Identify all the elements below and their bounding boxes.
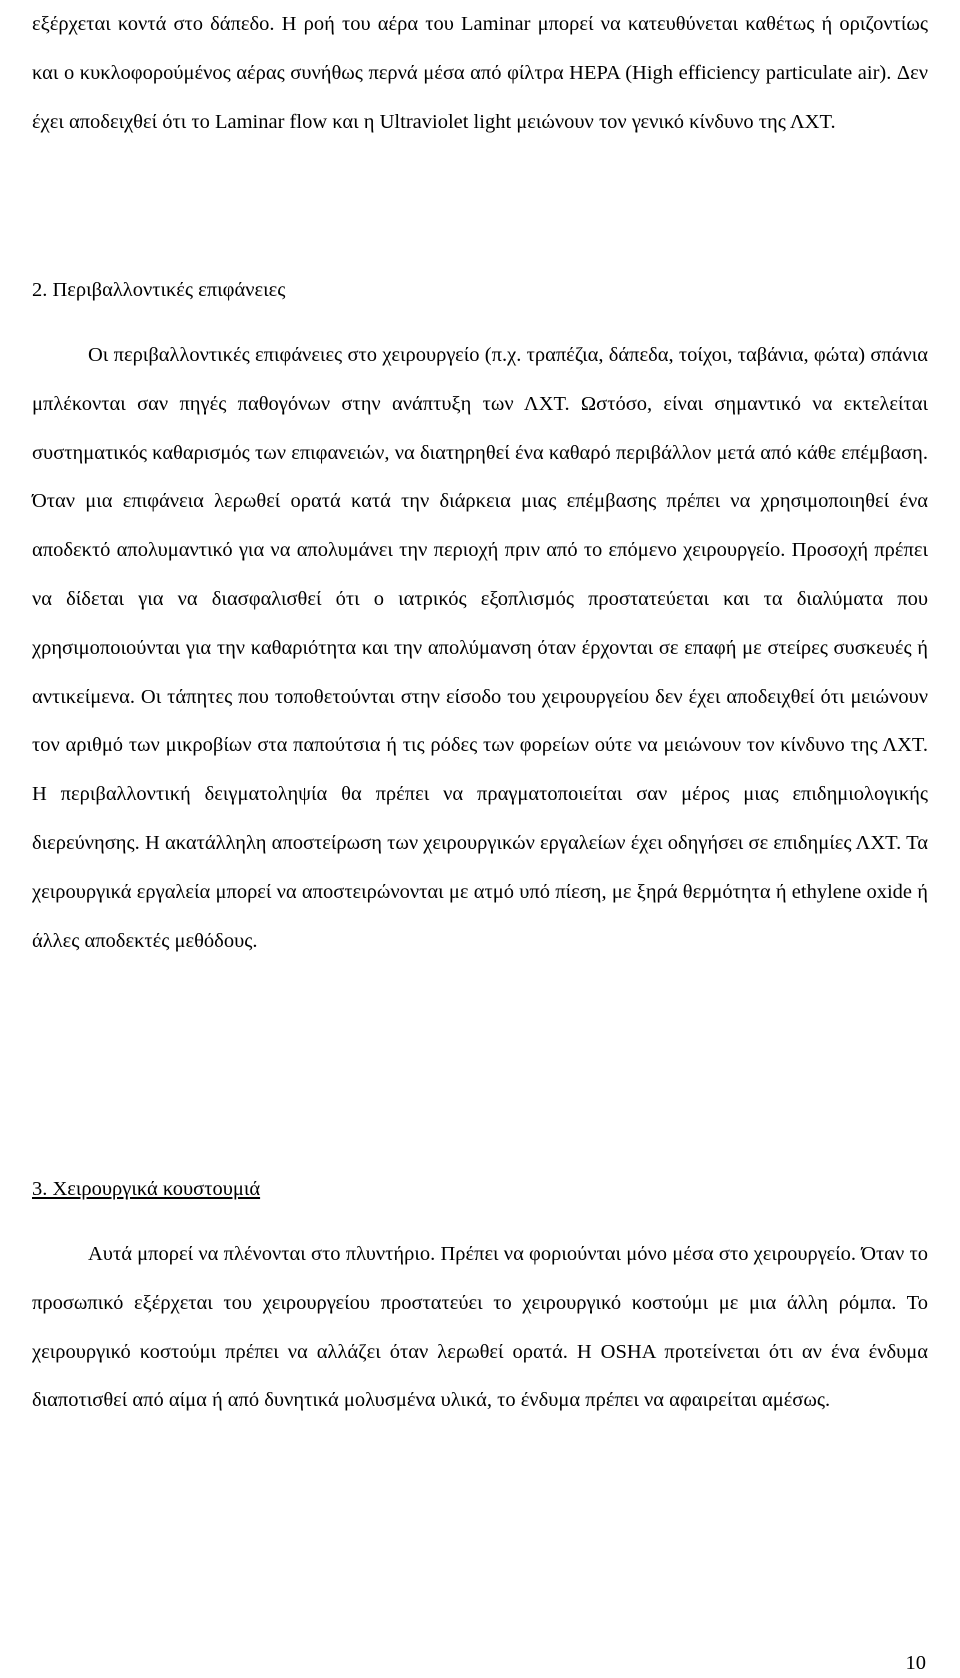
paragraph-laminar-flow: εξέρχεται κοντά στο δάπεδο. Η ροή του αέρα του Laminar μπορεί να κατευθύνεται καθέτως ή οριζοντίως και ο κυκλοφορούμένος αέρας συνήθως περνά μέσα από φίλτρα HEPA (High efficiency particulate air). Δεν έχει αποδειχθεί ότι το Laminar flow και η Ultraviolet light μειώνουν τον γενικό κίνδυνο της ΛΧΤ. [32,13,928,133]
paragraph-environmental-surfaces: Οι περιβαλλοντικές επιφάνειες στο χειρουργείο (π.χ. τραπέζια, δάπεδα, τοίχοι, ταβάνια, φώτα) σπάνια μπλέκονται σαν πηγές παθογόνων στην ανάπτυξη των ΛΧΤ. Ωστόσο, είναι σημαντικό να εκτελείται συστηματικός καθαρισμός των επιφανειών, να διατηρηθεί ένα καθαρό περιβάλλον μετά από κάθε επέμβαση. Όταν μια επιφάνεια λερωθεί ορατά κατά την διάρκεια μιας επέμβασης πρέπει να χρησιμοποιηθεί ένα αποδεκτό απολυμαντικό για να απολυμάνει την περιοχή πριν από το επόμενο χειρουργείο. Προσοχή πρέπει να δίδεται για να διασφαλισθεί ότι ο ιατρικός εξοπλισμός προστατεύεται και τα διαλύματα που χρησιμοποιούνται για την καθαριότητα και την απολύμανση όταν έρχονται σε επαφή με στείρες συσκευές ή αντικείμενα. Οι τάπητες που τοποθετούνται στην είσοδο του χειρουργείου δεν έχει αποδειχθεί ότι μειώνουν τον αριθμό των μικροβίων στα παπούτσια ή τις ρόδες των φορείων ούτε να μειώνουν τον κίνδυνο της ΛΧΤ. Η περιβαλλοντική δειγματοληψία θα πρέπει να πραγματοποιείται σαν μέρος μιας επιδημιολογικής διερεύνησης. Η ακατάλληλη αποστείρωση των χειρουργικών εργαλείων έχει οδηγήσει σε επιδημίες ΛΧΤ. Τα χειρουργικά εργαλεία μπορεί να αποστειρώνονται με ατμό υπό πίεση, με ξηρά θερμότητα ή ethylene oxide ή άλλες αποδεκτές μεθόδους. [32,344,928,952]
paragraph-surgical-scrubs: Αυτά μπορεί να πλένονται στο πλυντήριο. Πρέπει να φοριούνται μόνο μέσα στο χειρουργείο. Όταν το προσωπικό εξέρχεται του χειρουργείου προστατεύει το χειρουργικό κοστούμι με μια άλλη ρόμπα. Το χειρουργικό κοστούμι πρέπει να αλλάζει όταν λερωθεί ορατά. Η OSHA προτείνεται ότι αν ένα ένδυμα διαποτισθεί από αίμα ή από δυνητικά μολυσμένα υλικά, το ένδυμα πρέπει να αφαιρείται αμέσως. [32,1243,928,1412]
page-number: 10 [905,1652,926,1674]
section-heading-surgical-scrubs: 3. Χειρουργικά κουστουμιά [32,1178,261,1200]
section-heading-environmental-surfaces: 2. Περιβαλλοντικές επιφάνειες [32,279,286,301]
